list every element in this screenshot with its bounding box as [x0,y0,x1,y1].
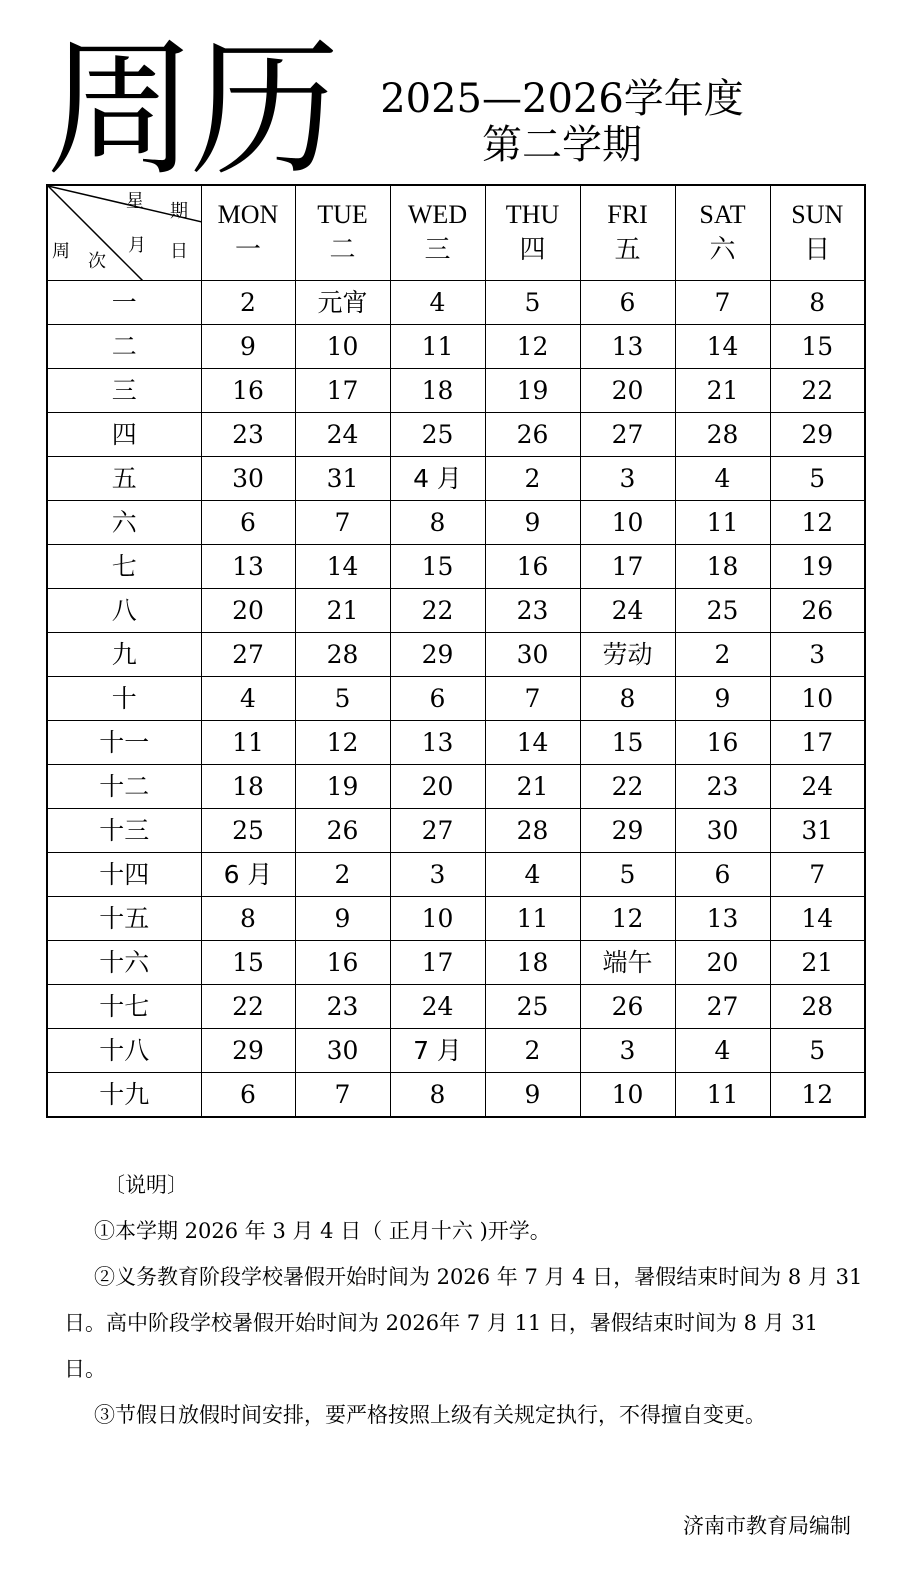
day-cell: 22 [580,765,675,809]
weekday-cn: 日 [804,235,831,265]
weekday-en: MON [217,200,279,229]
day-cell: 4 [201,677,295,721]
weekday-en: SUN [791,200,844,229]
week-number: 十七 [47,985,201,1029]
day-cell: 5 [770,457,865,501]
week-row [47,457,865,501]
day-cell: 5 [580,853,675,897]
weekday-header [485,185,580,281]
week-row [47,897,865,941]
day-cell: 20 [675,941,770,985]
weekday-header [675,185,770,281]
day-cell: 8 [390,501,485,545]
day-cell: 28 [770,985,865,1029]
day-cell: 21 [485,765,580,809]
day-cell: 14 [770,897,865,941]
day-cell: 26 [295,809,390,853]
day-cell: 6 月 [201,853,295,897]
day-cell: 23 [485,589,580,633]
day-cell: 10 [770,677,865,721]
calendar-body [47,281,865,1118]
week-row [47,1073,865,1118]
day-cell: 9 [675,677,770,721]
day-cell: 15 [580,721,675,765]
day-cell: 12 [770,1073,865,1118]
day-cell: 2 [295,853,390,897]
note-item: ①本学期 2026 年 3 月 4 日（ 正月十六 )开学。 [94,1219,551,1243]
week-number: 三 [47,369,201,413]
week-number: 十三 [47,809,201,853]
week-row [47,545,865,589]
day-cell: 25 [201,809,295,853]
weekday-cn: 三 [424,235,451,265]
corner-label-yue: 月 [128,235,146,256]
day-cell: 20 [390,765,485,809]
day-cell: 21 [675,369,770,413]
note-item: ②义务教育阶段学校暑假开始时间为 2026 年 7 月 4 日，暑假结束时间为 8 月 31 日。高中阶段学校暑假开始时间为 2026年 7 月 11 日，暑假结束时间为 8 月 31 日。 [64,1265,863,1381]
day-cell: 21 [295,589,390,633]
page-title: 周历 [46,23,335,197]
week-row [47,765,865,809]
week-number: 十六 [47,941,201,985]
day-cell: 5 [485,281,580,325]
day-cell: 30 [675,809,770,853]
day-cell: 24 [390,985,485,1029]
day-cell: 3 [580,457,675,501]
day-cell: 7 [295,1073,390,1118]
day-cell: 13 [675,897,770,941]
header-row [47,185,865,281]
week-row [47,413,865,457]
day-cell: 28 [675,413,770,457]
semester-title [372,76,752,168]
weekday-header [201,185,295,281]
day-cell: 22 [770,369,865,413]
day-cell: 6 [201,1073,295,1118]
day-cell: 9 [295,897,390,941]
day-cell: 7 [675,281,770,325]
corner-label-zhou: 周 [52,241,70,262]
weekday-en: SAT [699,200,746,229]
day-cell: 27 [201,633,295,677]
day-cell: 11 [675,1073,770,1118]
school-year: 2025—2026学年度 [380,76,744,122]
day-cell: 6 [201,501,295,545]
weekday-header [390,185,485,281]
weekday-en: TUE [317,200,368,229]
day-cell: 29 [390,633,485,677]
day-cell: 6 [580,281,675,325]
day-cell: 29 [580,809,675,853]
day-cell: 26 [485,413,580,457]
week-calendar-table [46,184,866,1118]
day-cell: 31 [770,809,865,853]
day-cell: 13 [580,325,675,369]
weekday-cn: 五 [614,235,641,265]
day-cell: 24 [770,765,865,809]
week-number: 十五 [47,897,201,941]
day-cell: 16 [201,369,295,413]
week-number: 七 [47,545,201,589]
day-cell: 26 [770,589,865,633]
day-cell: 31 [295,457,390,501]
day-cell: 12 [770,501,865,545]
day-cell: 22 [390,589,485,633]
day-cell: 20 [201,589,295,633]
day-cell: 16 [485,545,580,589]
semester-name: 第二学期 [482,122,642,168]
day-cell: 25 [390,413,485,457]
day-cell: 15 [770,325,865,369]
day-cell: 3 [390,853,485,897]
week-number: 十九 [47,1073,201,1118]
day-cell: 17 [580,545,675,589]
day-cell: 11 [675,501,770,545]
day-cell: 12 [295,721,390,765]
weekday-cn: 六 [709,235,736,265]
week-row [47,589,865,633]
week-number: 五 [47,457,201,501]
day-cell: 25 [485,985,580,1029]
day-cell: 17 [390,941,485,985]
day-cell: 22 [201,985,295,1029]
day-cell: 端午 [580,941,675,985]
day-cell: 5 [295,677,390,721]
day-cell: 18 [390,369,485,413]
issuer-signature: 济南市教育局编制 [683,1514,851,1538]
notes-section [64,1162,864,1438]
notes-header: 〔说明〕 [104,1173,188,1197]
day-cell: 8 [390,1073,485,1118]
day-cell: 30 [201,457,295,501]
day-cell: 2 [485,1029,580,1073]
week-number: 十八 [47,1029,201,1073]
weekday-cn: 二 [329,235,356,265]
day-cell: 7 [485,677,580,721]
week-row [47,941,865,985]
week-row [47,721,865,765]
day-cell: 23 [295,985,390,1029]
week-number: 十 [47,677,201,721]
day-cell: 19 [295,765,390,809]
week-row [47,1029,865,1073]
day-cell: 14 [485,721,580,765]
day-cell: 7 [295,501,390,545]
day-cell: 3 [770,633,865,677]
day-cell: 29 [770,413,865,457]
week-number: 十一 [47,721,201,765]
day-cell: 12 [485,325,580,369]
day-cell: 4 [390,281,485,325]
day-cell: 6 [675,853,770,897]
day-cell: 28 [485,809,580,853]
day-cell: 23 [201,413,295,457]
day-cell: 8 [580,677,675,721]
weekday-header [770,185,865,281]
day-cell: 28 [295,633,390,677]
day-cell: 4 月 [390,457,485,501]
week-row [47,677,865,721]
day-cell: 19 [485,369,580,413]
weekday-cn: 一 [234,235,261,265]
day-cell: 30 [295,1029,390,1073]
day-cell: 13 [390,721,485,765]
day-cell: 19 [770,545,865,589]
week-number: 八 [47,589,201,633]
weekday-en: THU [505,200,560,229]
day-cell: 9 [485,501,580,545]
day-cell: 16 [295,941,390,985]
day-cell: 4 [485,853,580,897]
week-number: 二 [47,325,201,369]
day-cell: 30 [485,633,580,677]
day-cell: 2 [675,633,770,677]
day-cell: 29 [201,1029,295,1073]
week-row [47,853,865,897]
day-cell: 10 [580,501,675,545]
day-cell: 23 [675,765,770,809]
day-cell: 11 [390,325,485,369]
day-cell: 4 [675,457,770,501]
day-cell: 6 [390,677,485,721]
week-row [47,809,865,853]
day-cell: 27 [390,809,485,853]
day-cell: 7 [770,853,865,897]
day-cell: 18 [201,765,295,809]
day-cell: 11 [485,897,580,941]
corner-label-xing: 星 [126,191,144,212]
week-number: 十四 [47,853,201,897]
day-cell: 10 [295,325,390,369]
day-cell: 11 [201,721,295,765]
week-number: 九 [47,633,201,677]
day-cell: 8 [201,897,295,941]
day-cell: 18 [675,545,770,589]
weekday-header [580,185,675,281]
day-cell: 2 [485,457,580,501]
day-cell: 27 [580,413,675,457]
week-number: 四 [47,413,201,457]
weekday-header [295,185,390,281]
day-cell: 10 [390,897,485,941]
day-cell: 26 [580,985,675,1029]
day-cell: 5 [770,1029,865,1073]
weekday-en: WED [407,200,468,229]
day-cell: 27 [675,985,770,1029]
corner-cell [47,185,201,281]
day-cell: 17 [770,721,865,765]
corner-label-qi: 期 [170,201,188,222]
day-cell: 24 [580,589,675,633]
day-cell: 15 [390,545,485,589]
week-number: 六 [47,501,201,545]
day-cell: 9 [201,325,295,369]
day-cell: 25 [675,589,770,633]
week-row [47,633,865,677]
day-cell: 7 月 [390,1029,485,1073]
day-cell: 17 [295,369,390,413]
corner-label-ri: 日 [170,241,188,262]
day-cell: 16 [675,721,770,765]
note-item: ③节假日放假时间安排，要严格按照上级有关规定执行，不得擅自变更。 [94,1403,766,1427]
day-cell: 21 [770,941,865,985]
day-cell: 3 [580,1029,675,1073]
week-row [47,325,865,369]
day-cell: 2 [201,281,295,325]
day-cell: 劳动 [580,633,675,677]
week-row [47,369,865,413]
day-cell: 13 [201,545,295,589]
day-cell: 元宵 [295,281,390,325]
week-number: 一 [47,281,201,325]
day-cell: 10 [580,1073,675,1118]
day-cell: 20 [580,369,675,413]
week-row [47,501,865,545]
day-cell: 4 [675,1029,770,1073]
week-row [47,985,865,1029]
day-cell: 15 [201,941,295,985]
day-cell: 14 [295,545,390,589]
week-number: 十二 [47,765,201,809]
day-cell: 9 [485,1073,580,1118]
weekday-en: FRI [607,200,648,229]
day-cell: 24 [295,413,390,457]
day-cell: 8 [770,281,865,325]
day-cell: 18 [485,941,580,985]
weekday-cn: 四 [519,235,546,265]
corner-label-ci: 次 [88,251,106,272]
day-cell: 12 [580,897,675,941]
week-row [47,281,865,325]
day-cell: 14 [675,325,770,369]
